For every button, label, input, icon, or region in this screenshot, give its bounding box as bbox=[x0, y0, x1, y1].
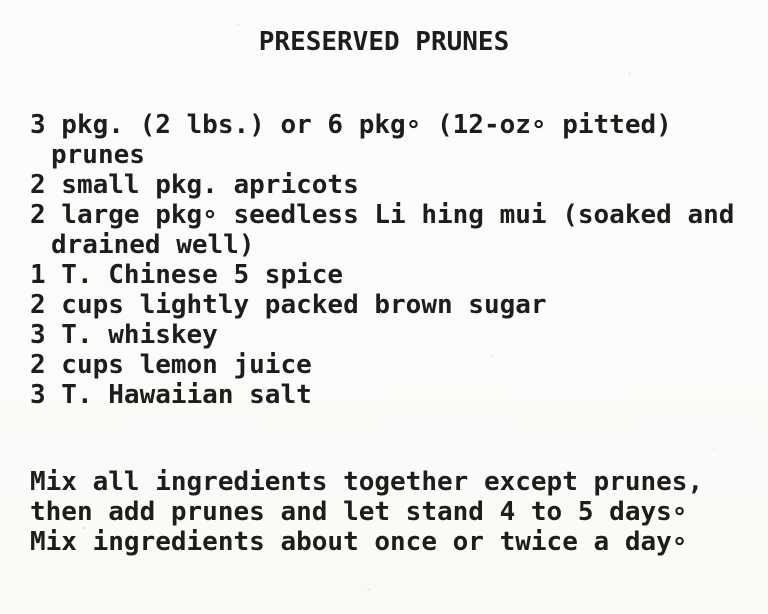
ingredient-line: 2 cups lightly packed brown sugar bbox=[30, 290, 547, 320]
ingredient-line: 2 large pkg∘ seedless Li hing mui (soaked and bbox=[30, 200, 735, 230]
ingredient-line-continuation: prunes bbox=[51, 140, 145, 170]
ingredient-list bbox=[30, 110, 734, 410]
instruction-line: Mix all ingredients together except prunes, bbox=[30, 467, 704, 497]
ingredient-line: 1 T. Chinese 5 spice bbox=[30, 260, 344, 290]
ingredient-line: 2 cups lemon juice bbox=[30, 350, 312, 380]
recipe-title: PRESERVED PRUNES bbox=[258, 27, 510, 57]
instruction-line: Mix ingredients about once or twice a day∘ bbox=[30, 527, 688, 557]
ingredient-line-continuation: drained well) bbox=[51, 230, 255, 260]
ingredient-line: 3 T. Hawaiian salt bbox=[30, 380, 312, 410]
instruction-line: then add prunes and let stand 4 to 5 days∘ bbox=[30, 497, 688, 527]
ingredient-line: 3 pkg. (2 lbs.) or 6 pkg∘ (12-oz∘ pitted) bbox=[30, 110, 672, 140]
ingredient-line: 2 small pkg. apricots bbox=[30, 170, 359, 200]
ingredient-line: 3 T. whiskey bbox=[30, 320, 218, 350]
instruction-paragraph bbox=[30, 467, 703, 557]
